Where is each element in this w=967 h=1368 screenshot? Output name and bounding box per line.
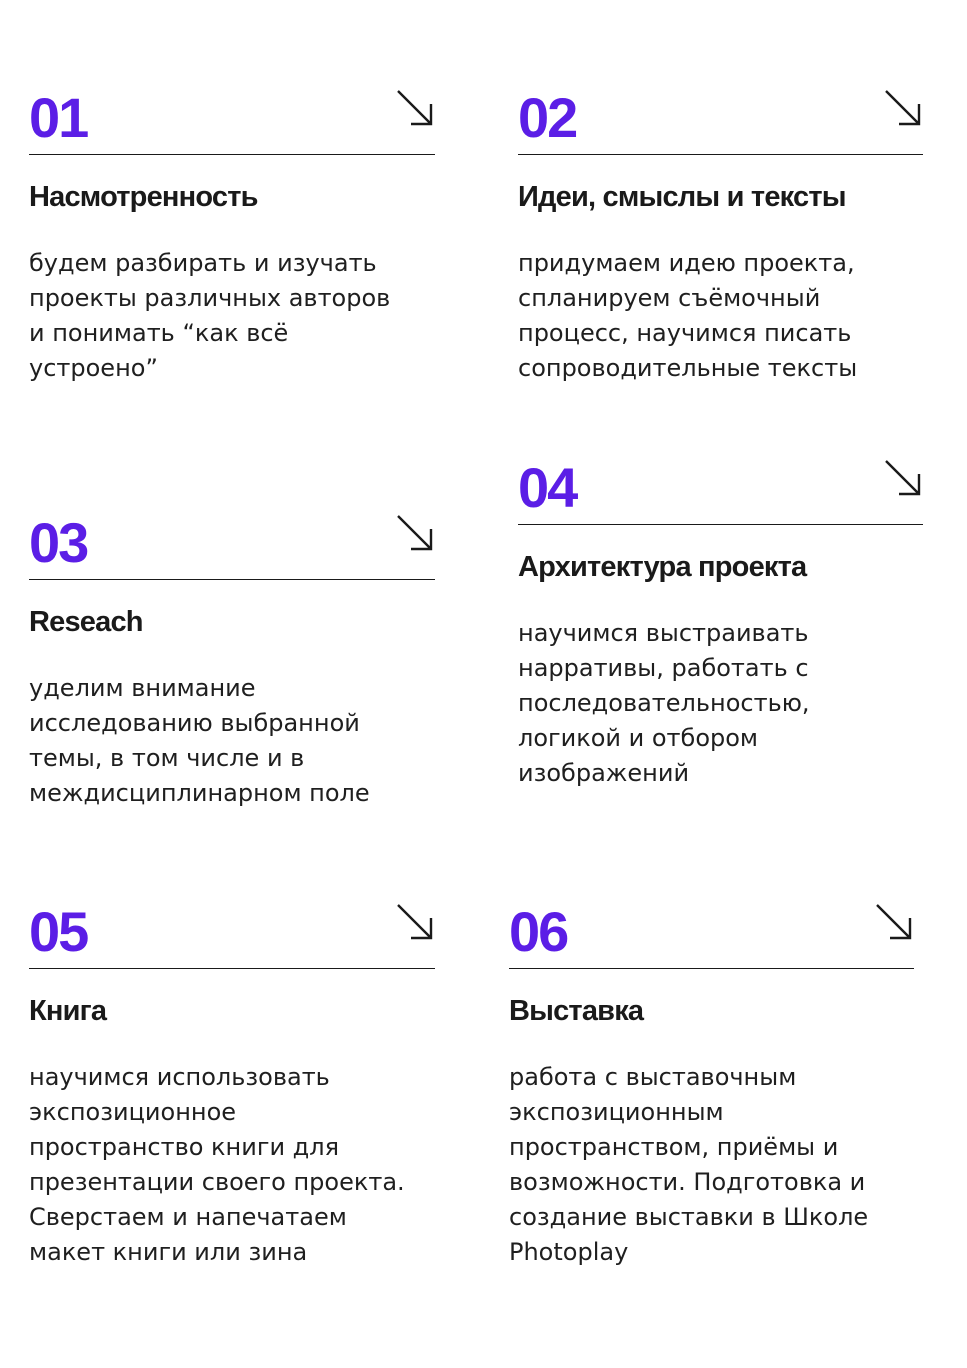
- description-line: уделим внимание: [29, 674, 256, 702]
- description-line: логикой и отбором: [518, 724, 759, 752]
- card-description: [29, 671, 435, 811]
- description-line: междисциплинарном поле: [29, 779, 370, 807]
- card-header: [29, 902, 435, 969]
- arrow-down-right-icon: [883, 458, 923, 498]
- card-number: 04: [518, 456, 577, 519]
- description-line: темы, в том числе и в: [29, 744, 305, 772]
- description-line: пространством, приёмы и: [509, 1133, 839, 1161]
- description-line: проекты различных авторов: [29, 284, 391, 312]
- card-title: Выставка: [509, 995, 644, 1027]
- description-line: макет книги или зина: [29, 1238, 308, 1266]
- card-number: 01: [29, 86, 88, 149]
- card-06: [509, 902, 914, 1270]
- card-number: 03: [29, 511, 88, 574]
- description-line: презентации своего проекта.: [29, 1168, 405, 1196]
- description-line: исследованию выбранной: [29, 709, 360, 737]
- description-line: экспозиционным: [509, 1098, 724, 1126]
- card-description: [509, 1060, 914, 1270]
- description-line: создание выставки в Школе: [509, 1203, 869, 1231]
- card-header: [509, 902, 914, 969]
- description-line: пространство книги для: [29, 1133, 340, 1161]
- description-line: спланируем съёмочный: [518, 284, 821, 312]
- card-description: [518, 616, 923, 791]
- arrow-down-right-icon: [395, 88, 435, 128]
- card-04: [518, 458, 923, 791]
- card-header: [29, 513, 435, 580]
- card-title: Reseach: [29, 606, 143, 638]
- card-description: [29, 1060, 435, 1270]
- card-number: 05: [29, 900, 88, 963]
- description-line: Сверстаем и напечатаем: [29, 1203, 347, 1231]
- card-05: [29, 902, 435, 1270]
- arrow-down-right-icon: [395, 902, 435, 942]
- arrow-down-right-icon: [874, 902, 914, 942]
- description-line: работа с выставочным: [509, 1063, 797, 1091]
- description-line: процесс, научимся писать: [518, 319, 852, 347]
- description-line: научимся выстраивать: [518, 619, 809, 647]
- description-line: сопроводительные тексты: [518, 354, 858, 382]
- description-line: Photoplay: [509, 1238, 629, 1266]
- description-line: изображений: [518, 759, 690, 787]
- card-description: [29, 246, 435, 386]
- card-title: Архитектура проекта: [518, 551, 807, 583]
- card-02: [518, 88, 923, 386]
- description-line: последовательностью,: [518, 689, 810, 717]
- arrow-down-right-icon: [883, 88, 923, 128]
- card-number: 02: [518, 86, 577, 149]
- card-description: [518, 246, 923, 386]
- card-header: [518, 88, 923, 155]
- card-title: Насмотренность: [29, 181, 258, 213]
- description-line: будем разбирать и изучать: [29, 249, 377, 277]
- card-01: [29, 88, 435, 386]
- description-line: возможности. Подготовка и: [509, 1168, 866, 1196]
- card-header: [518, 458, 923, 525]
- card-03: [29, 513, 435, 811]
- description-line: научимся использовать: [29, 1063, 330, 1091]
- description-line: нарративы, работать с: [518, 654, 809, 682]
- description-line: придумаем идею проекта,: [518, 249, 855, 277]
- card-title: Идеи, смыслы и тексты: [518, 181, 846, 213]
- description-line: и понимать “как всё: [29, 319, 289, 347]
- card-header: [29, 88, 435, 155]
- description-line: устроено”: [29, 354, 158, 382]
- description-line: экспозиционное: [29, 1098, 237, 1126]
- card-number: 06: [509, 900, 568, 963]
- card-title: Книга: [29, 995, 107, 1027]
- arrow-down-right-icon: [395, 513, 435, 553]
